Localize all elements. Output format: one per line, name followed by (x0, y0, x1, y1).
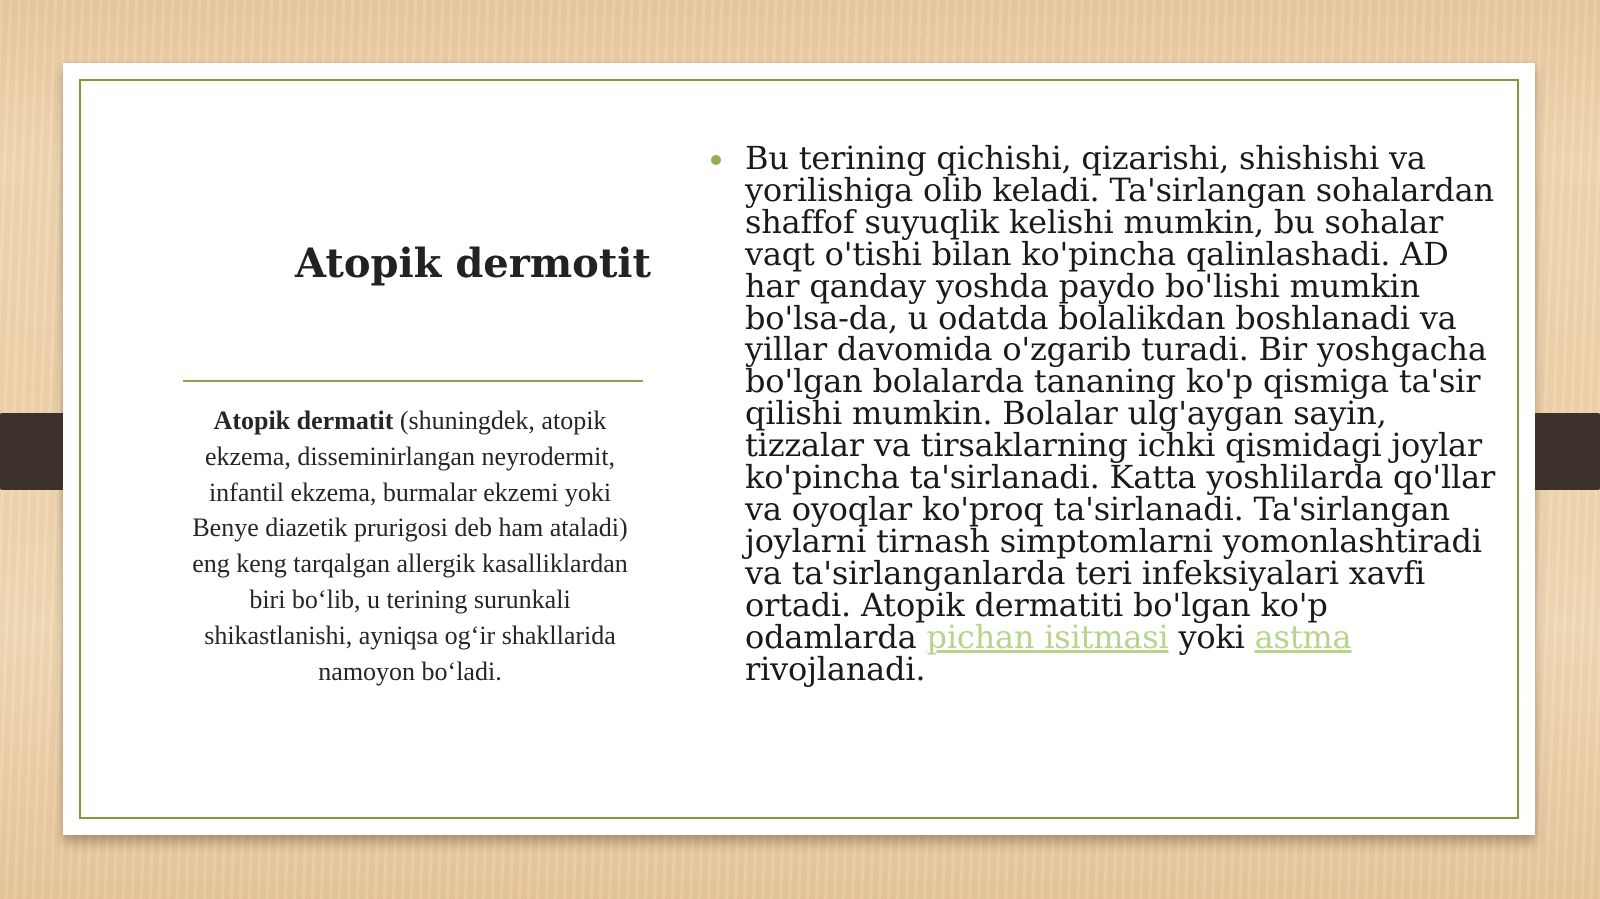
title-divider (183, 380, 643, 382)
link-astma[interactable]: astma (1254, 617, 1352, 656)
link-pichan-isitmasi[interactable]: pichan isitmasi (926, 617, 1169, 656)
definition-text: (shuningdek, atopik ekzema, disseminirlangan neyrodermit, infantil ekzema, burmalar ekzemi yoki Benye diazetik prurigosi deb ham ataladi) eng keng tarqalgan allergik kasalliklardan biri bo‘lib, u terining surunkali shikastlanishi, ayniqsa og‘ir shakllarida namoyon bo‘ladi. (192, 406, 628, 686)
bullet-text-middle: yoki (1168, 617, 1255, 656)
slide-card (63, 63, 1535, 835)
definition-term: Atopik dermatit (213, 406, 394, 435)
bullet-text-end: rivojlanadi. (745, 649, 926, 688)
bullet-item (745, 139, 1501, 688)
bullet-text-start: Bu terining qichishi, qizarishi, shishishi va yorilishiga olib keladi. Ta'sirlangan sohalardan shaffof suyuqlik kelishi mumkin, bu sohalar vaqt o'tishi bilan ko'pincha qalinlashadi. AD har qanday yoshda paydo bo'lishi mumkin bo'lsa-da, u odatda bolalikdan boshlanadi va yillar davomida o'zgarib turadi. Bir yoshgacha bo'lgan bolalarda tananing ko'p qismiga ta'sir qilishi mumkin. Bolalar ulg'aygan sayin, tizzalar va tirsaklarning ichki qismidagi joylar ko'pincha ta'sirlanadi. Katta yoshlilarda qo'llar va oyoqlar ko'proq ta'sirlanadi. Ta'sirlangan joylarni tirnash simptomlarni yomonlashtiradi va ta'sirlanganlarda teri infeksiyalari xavfi ortadi. Atopik dermatiti bo'lgan ko'p odamlarda (745, 139, 1496, 656)
bullet-dot-icon (711, 155, 721, 165)
bullet-list (711, 139, 1501, 688)
definition-paragraph (179, 403, 641, 689)
slide-title: Atopik dermotit (295, 240, 651, 287)
